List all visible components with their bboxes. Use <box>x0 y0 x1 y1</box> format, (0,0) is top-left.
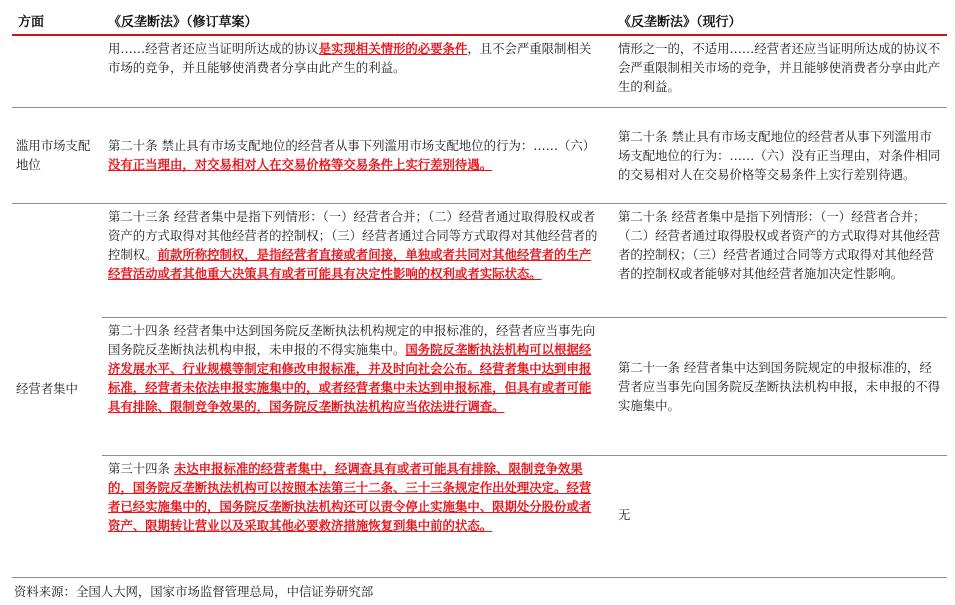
comparison-table <box>12 6 947 573</box>
draft-cell <box>102 203 612 317</box>
table-header-row <box>12 6 947 35</box>
draft-text: 第二十四条 经营者集中达到国务院反垄断执法机构规定的申报标准的，经营者应当事先向国务院反垄断执法机构申报，未申报的不得实施集中。 <box>108 322 596 357</box>
draft-highlight: 国务院反垄断执法机构可以根据经济发展水平、行业规模等制定和修改申报标准，并及时向社会公布。经营者集中达到申报标准，经营者未依法申报实施集中的，或者经营者集中未达到申报标准，但具有或者可能具有排除、限制竞争效果的，国务院反垄断执法机构应当依法进行调查。 <box>108 341 592 414</box>
header-current: 《反垄断法》（现行） <box>612 6 947 35</box>
aspect-cell: 经营者集中 <box>16 380 78 396</box>
source-note: 资料来源：全国人大网，国家市场监督管理总局，中信证券研究部 <box>14 584 374 599</box>
draft-cell <box>102 107 612 203</box>
draft-text: 第三十四条 <box>108 460 174 476</box>
table-row <box>12 455 947 573</box>
table-row <box>12 203 947 317</box>
aspect-cell: 滥用市场支配地位 <box>12 107 102 203</box>
current-cell: 第二十一条 经营者集中达到国务院规定的申报标准的，经营者应当事先向国务院反垄断执法机构申报，未申报的不得实施集中。 <box>612 317 947 455</box>
header-draft: 《反垄断法》（修订草案） <box>102 6 612 35</box>
draft-cell <box>102 317 612 455</box>
current-cell: 情形之一的，不适用……经营者还应当证明所达成的协议不会严重限制相关市场的竞争，并且能够使消费者分享由此产生的利益。 <box>612 35 947 107</box>
draft-highlight: 是实现相关情形的必要条件 <box>318 41 468 56</box>
header-aspect: 方面 <box>12 6 102 35</box>
table-row <box>12 107 947 203</box>
draft-highlight: 未达申报标准的经营者集中，经调查具有或者可能具有排除、限制竞争效果的，国务院反垄断执法机构可以按照本法第三十二条、三十三条规定作出处理决定。经营者已经实施集中的，国务院反垄断执法机构还可以责令停止实施集中、限期处分股份或者资产、限期转让营业以及采取其他必要救济措施恢复到集中前的状态。 <box>108 460 592 533</box>
draft-text: 第二十三条 经营者集中是指下列情形：（一）经营者合并；（二）经营者通过取得股权或者资产的方式取得对其他经营者的控制权；（三）经营者通过合同等方式取得对其他经营者的控制权。 <box>108 208 598 262</box>
table-row <box>12 35 947 107</box>
draft-text: 第二十条 禁止具有市场支配地位的经营者从事下列滥用市场支配地位的行为：……（六） <box>108 138 596 153</box>
draft-cell <box>102 455 612 573</box>
aspect-cell <box>12 35 102 107</box>
table-bottom-rule <box>12 577 947 578</box>
current-cell: 第二十条 经营者集中是指下列情形：（一）经营者合并；（二）经营者通过取得股权或者资产的方式取得对其他经营者的控制权；（三）经营者通过合同等方式取得对其他经营者的控制权或者能够对其他经营者施加决定性影响。 <box>612 203 947 317</box>
current-cell: 第二十条 禁止具有市场支配地位的经营者从事下列滥用市场支配地位的行为：……（六）没有正当理由，对条件相同的交易相对人在交易价格等交易条件上实行差别待遇。 <box>612 107 947 203</box>
draft-text: ，且不会严重限制相关市场的竞争，并且能够使消费者分享由此产生的利益。 <box>108 41 592 75</box>
draft-highlight: 前款所称控制权，是指经营者直接或者间接，单独或者共同对其他经营者的生产经营活动或者其他重大决策具有或者可能具有决定性影响的权利或者实际状态。 <box>108 246 592 281</box>
table-row <box>12 317 947 455</box>
draft-cell <box>102 35 612 107</box>
current-cell: 无 <box>618 506 631 522</box>
draft-text: 用……经营者还应当证明所达成的协议 <box>108 41 319 56</box>
draft-highlight: 没有正当理由，对交易相对人在交易价格等交易条件上实行差别待遇。 <box>108 157 493 172</box>
